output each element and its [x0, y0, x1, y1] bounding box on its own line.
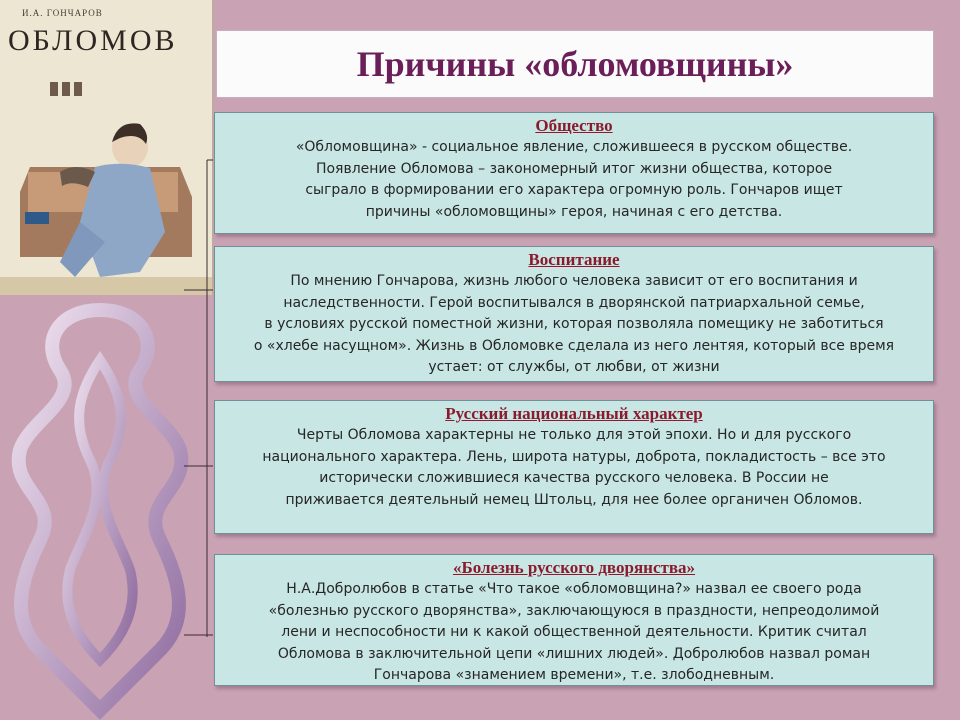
section-text: Черты Обломова характерны не только для этой эпохи. Но и для русского национального характера. Лень, широта натуры, доброта, покладистость – все это исторически сложившиеся качества русского человека. В России не приживается деятельный немец Штольц, для нее более органичен Обломов. — [262, 427, 886, 508]
book-title: ОБЛОМОВ — [8, 24, 178, 57]
section-text: По мнению Гончарова, жизнь любого человека зависит от его воспитания и наследственности. Герой воспитывался в дворянской патриархальной семье, в условиях русской поместной жизни, которая позволяла помещику не заботиться о «хлебе насущном». Жизнь в Обломовке сделала из него лентяя, который все время устает: от службы, от любви, от жизни — [253, 273, 895, 375]
section-card-national-character — [214, 400, 934, 534]
section-heading: «Болезнь русского дворянства» — [452, 558, 696, 577]
section-heading: Воспитание — [528, 250, 620, 269]
book-author: И.А. ГОНЧАРОВ — [22, 8, 103, 18]
section-heading: Русский национальный характер — [445, 404, 703, 423]
section-text: Н.А.Добролюбов в статье «Что такое «обломовщина?» назвал ее своего рода «болезнью русского дворянства», заключающуюся в праздности, непреодолимой лени и неспособности ни к какой общественной деятельности. Критик считал Обломова в заключительной цепи «лишних людей». Добролюбов назвал роман Гончарова «знамением времени», т.е. злободневным. — [268, 581, 880, 683]
page-title: Причины «обломовщины» — [356, 44, 794, 84]
section-card-society — [214, 112, 934, 234]
section-card-upbringing — [214, 246, 934, 382]
section-card-nobility-disease — [214, 554, 934, 686]
section-text: «Обломовщина» - социальное явление, сложившееся в русском обществе. Появление Обломова – закономерный итог жизни общества, которое сыграло в формировании его характера огромную роль. Гончаров ищет причины «обломовщины» героя, начиная с его детства. — [295, 139, 853, 220]
title-box — [216, 30, 934, 98]
section-heading: Общество — [535, 116, 613, 135]
